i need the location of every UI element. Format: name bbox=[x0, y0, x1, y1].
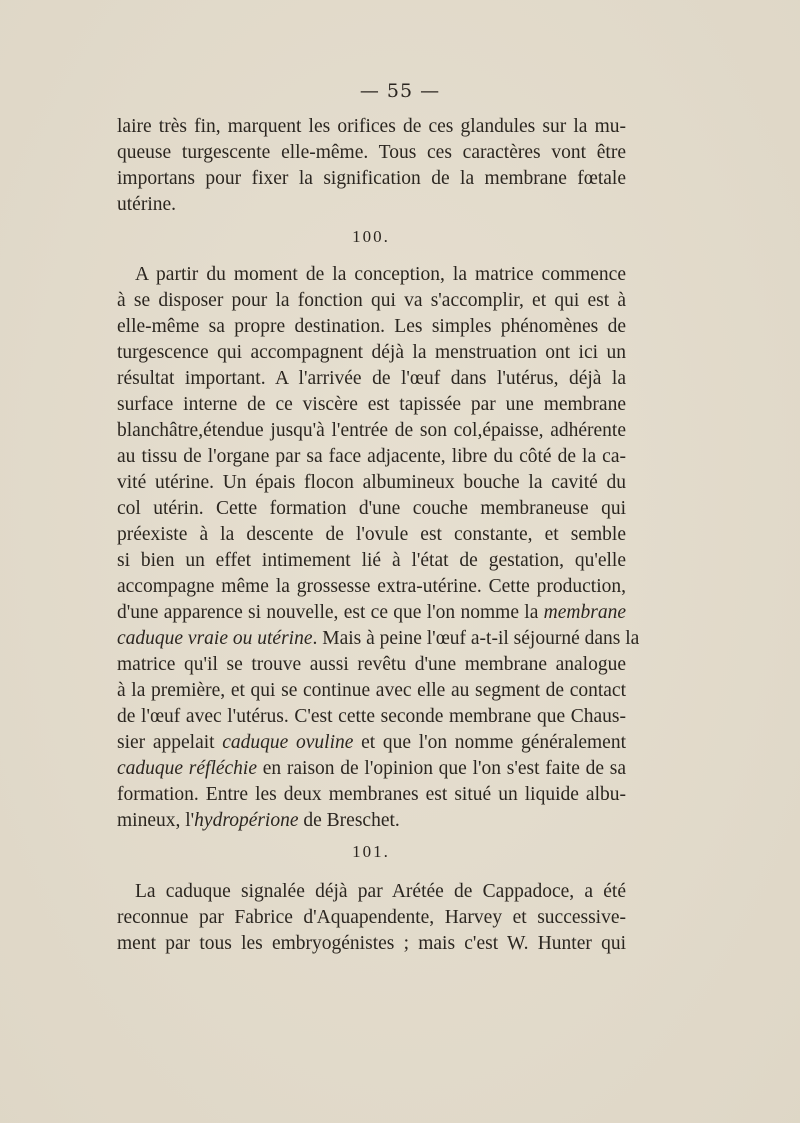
text-line: reconnue par Fabrice d'Aquapendente, Harvey et successive- bbox=[117, 907, 626, 928]
page-number: — 55 — bbox=[359, 80, 441, 102]
text-line bbox=[117, 756, 626, 782]
text-line: à se disposer pour la fonction qui va s'accomplir, et qui est à bbox=[117, 290, 626, 311]
italic-term: hydropérione bbox=[194, 810, 299, 831]
text-line bbox=[117, 808, 626, 834]
text-line: surface interne de ce viscère est tapissée par une membrane bbox=[117, 394, 626, 415]
text-line: résultat important. A l'arrivée de l'œuf dans l'utérus, déjà la bbox=[117, 368, 626, 389]
italic-term: caduque ovuline bbox=[222, 732, 354, 753]
text-line: de l'œuf avec l'utérus. C'est cette seconde membrane que Chaus- bbox=[117, 706, 626, 727]
section-100-paragraph bbox=[117, 262, 640, 834]
text-fragment: mineux, l' bbox=[117, 810, 195, 831]
text-line: A partir du moment de la conception, la matrice commence bbox=[135, 264, 626, 285]
text-line: importans pour fixer la signification de la membrane fœtale bbox=[117, 168, 626, 189]
section-number-101: 101. bbox=[352, 842, 390, 861]
section-number-100: 100. bbox=[352, 227, 390, 246]
text-fragment: . Mais à peine l'œuf a-t-il séjourné dans la bbox=[312, 628, 640, 649]
text-line: elle-même sa propre destination. Les simples phénomènes de bbox=[117, 316, 626, 337]
text-line: préexiste à la descente de l'ovule est constante, et semble bbox=[117, 524, 626, 545]
section-101-paragraph bbox=[117, 879, 626, 957]
text-line: blanchâtre,étendue jusqu'à l'entrée de son col,épaisse, adhérente bbox=[117, 420, 626, 441]
text-line: à la première, et qui se continue avec elle au segment de contact bbox=[117, 680, 626, 701]
italic-term: membrane bbox=[543, 602, 626, 623]
text-line: col utérin. Cette formation d'une couche membraneuse qui bbox=[117, 498, 626, 519]
text-fragment: en raison de l'opinion que l'on s'est faite de sa bbox=[257, 758, 626, 779]
text-line bbox=[117, 600, 626, 626]
text-line bbox=[117, 626, 640, 652]
text-line bbox=[117, 730, 626, 756]
text-fragment: de Breschet. bbox=[298, 810, 400, 831]
text-line: queuse turgescente elle-même. Tous ces caractères vont être bbox=[117, 142, 626, 163]
text-line: formation. Entre les deux membranes est situé un liquide albu- bbox=[117, 784, 626, 805]
text-line: ment par tous les embryogénistes ; mais c'est W. Hunter qui bbox=[117, 933, 626, 954]
text-line: turgescence qui accompagnent déjà la menstruation ont ici un bbox=[117, 342, 626, 363]
text-line: utérine. bbox=[117, 194, 177, 215]
text-fragment: sier appelait bbox=[117, 732, 223, 753]
text-line: accompagne même la grossesse extra-utérine. Cette production, bbox=[117, 576, 626, 597]
italic-term: caduque vraie ou utérine bbox=[117, 628, 313, 649]
text-fragment: et que l'on nomme généralement bbox=[353, 732, 627, 753]
text-fragment: d'une apparence si nouvelle, est ce que l'on nomme la bbox=[117, 602, 544, 623]
intro-paragraph bbox=[117, 114, 626, 218]
text-line: si bien un effet intimement lié à l'état de gestation, qu'elle bbox=[117, 550, 626, 571]
text-line: matrice qu'il se trouve aussi revêtu d'une membrane analogue bbox=[117, 654, 626, 675]
text-line: laire très fin, marquent les orifices de ces glandules sur la mu- bbox=[117, 116, 626, 137]
text-line: au tissu de l'organe par sa face adjacente, libre du côté de la ca- bbox=[117, 446, 626, 467]
text-line: vité utérine. Un épais flocon albumineux bouche la cavité du bbox=[117, 472, 626, 493]
italic-term: caduque réfléchie bbox=[117, 758, 258, 779]
text-line: La caduque signalée déjà par Arétée de Cappadoce, a été bbox=[135, 881, 626, 902]
